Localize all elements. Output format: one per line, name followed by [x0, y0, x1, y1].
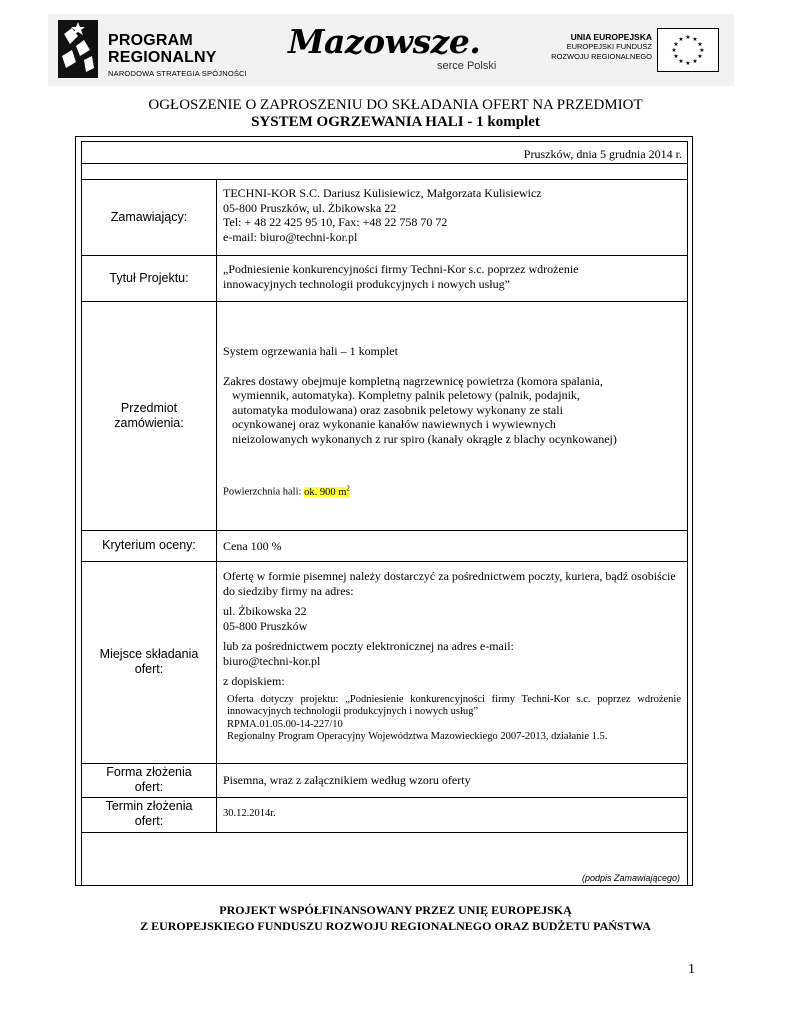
value-zamawiajacy: [223, 186, 683, 244]
hall-area-label: Powierzchnia hali:: [223, 486, 305, 498]
svg-text:★: ★: [678, 58, 684, 65]
label-zamawiajacy: Zamawiający:: [110, 209, 188, 224]
przedmiot-line: ocynkowanej oraz wykonanie kanałów nawiewnych i wywiewnych: [232, 417, 556, 431]
mazowsze-logo: Mazowsze.: [288, 22, 481, 61]
tytul-line: „Podniesienie konkurencyjności firmy Techni-Kor s.c. poprzez wdrożenie: [223, 262, 579, 276]
label-termin-zlozenia: [82, 797, 216, 831]
forma-label-text: Forma złożenia ofert:: [106, 764, 192, 794]
label-kryterium-oceny: Kryterium oceny:: [102, 538, 196, 552]
page-number: 1: [688, 962, 695, 977]
divider: [82, 163, 687, 164]
svg-text:★: ★: [671, 47, 677, 54]
svg-text:★: ★: [685, 34, 691, 41]
zamawiajacy-line: TECHNI-KOR S.C. Dariusz Kulisiewicz, Małgorzata Kulisiewicz: [223, 186, 542, 200]
miejsce-para: z dopiskiem:: [223, 674, 285, 688]
svg-text:★: ★: [678, 36, 684, 43]
eu-fund-text: [530, 32, 652, 62]
hall-area-unit-sup: 2: [346, 484, 350, 492]
svg-text:★: ★: [673, 41, 679, 48]
przedmiot-line: nieizolowanych wykonanych z rur spiro (kanały okrągłe z blachy ocynkowanej): [232, 431, 617, 446]
eu-line-3: ROZWOJU REGIONALNEGO: [551, 52, 652, 61]
svg-text:★: ★: [697, 41, 703, 48]
value-termin-zlozenia: 30.12.2014r.: [223, 808, 276, 819]
miejsce-note: Regionalny Program Operacyjny Województwa Mazowieckiego 2007-2013, działanie 1.5.: [227, 731, 608, 742]
przedmiot-label-text: Przedmiot zamówienia:: [114, 400, 184, 430]
value-miejsce-skladania: [223, 569, 681, 744]
program-line-2: REGIONALNY: [108, 49, 217, 66]
program-line-1: PROGRAM: [108, 32, 193, 49]
svg-text:★: ★: [685, 60, 691, 67]
label-przedmiot-zamowienia: [82, 301, 216, 530]
label-miejsce-skladania: [82, 561, 216, 763]
miejsce-para: Ofertę w formie pisemnej należy dostarczyć za pośrednictwem poczty, kuriera, bądź osobiście do siedziby firmy na adres:: [223, 569, 676, 598]
przedmiot-heading: System ogrzewania hali – 1 komplet: [223, 344, 398, 358]
miejsce-label-text: Miejsce składania ofert:: [99, 647, 199, 676]
termin-label-text: Termin złożenia ofert:: [105, 799, 193, 828]
program-subtitle: NARODOWA STRATEGIA SPÓJNOŚCI: [108, 69, 247, 78]
hall-area-number: ok. 900 m: [304, 486, 347, 498]
zamawiajacy-line: 05-800 Pruszków, ul. Żbikowska 22: [223, 200, 397, 215]
program-regionalny-title: [108, 32, 217, 66]
przedmiot-line: wymiennik, automatyka). Kompletny palnik peletowy (palnik, podajnik,: [232, 388, 580, 402]
value-forma-zlozenia: Pisemna, wraz z załącznikiem według wzoru oferty: [223, 773, 471, 787]
miejsce-note: Oferta dotyczy projektu: „Podniesienie konkurencyjności firmy Techni-Kor s.c. poprzez wdrożenie innowacyjnych technologii produkcyjnych i nowych usług”: [227, 693, 681, 717]
value-kryterium-oceny: Cena 100 %: [223, 539, 282, 553]
signature-caption: (podpis Zamawiającego): [581, 873, 680, 883]
document-title-line-2: SYSTEM OGRZEWANIA HALI - 1 komplet: [251, 114, 540, 130]
value-tytul-projektu: [223, 262, 683, 291]
miejsce-note: RPMA.01.05.00-14-227/10: [227, 718, 343, 730]
eu-line-1: UNIA EUROPEJSKA: [570, 32, 652, 42]
divider: [82, 832, 687, 833]
svg-text:★: ★: [673, 53, 679, 60]
footer-line-1: PROJEKT WSPÓŁFINANSOWANY PRZEZ UNIĘ EUROPEJSKĄ: [219, 903, 572, 917]
miejsce-address: ul. Żbikowska 22: [223, 604, 307, 618]
miejsce-email: biuro@techni-kor.pl: [223, 653, 321, 668]
svg-text:★: ★: [692, 36, 698, 43]
eu-flag-icon: [657, 28, 719, 72]
mazowsze-tagline: serce Polski: [437, 60, 497, 72]
svg-text:★: ★: [692, 58, 698, 65]
footer-line-2: Z EUROPEJSKIEGO FUNDUSZU ROZWOJU REGIONALNEGO ORAZ BUDŻETU PAŃSTWA: [140, 919, 651, 933]
przedmiot-line: Zakres dostawy obejmuje kompletną nagrzewnicę powietrza (komora spalania,: [223, 373, 603, 388]
miejsce-address: 05-800 Pruszków: [223, 618, 308, 633]
column-divider: [216, 179, 217, 832]
svg-text:★: ★: [699, 47, 705, 54]
hall-area-value: [304, 484, 350, 498]
przedmiot-line: automatyka modulowana) oraz zasobnik peletowy wykonany ze stali: [232, 402, 563, 417]
document-date: Pruszków, dnia 5 grudnia 2014 r.: [523, 147, 682, 161]
miejsce-para: lub za pośrednictwem poczty elektronicznej na adres e-mail:: [223, 639, 514, 653]
tytul-line: innowacyjnych technologii produkcyjnych i nowych usług”: [223, 276, 510, 291]
value-przedmiot-zamowienia: [223, 344, 683, 446]
zamawiajacy-line: Tel: + 48 22 425 95 10, Fax: +48 22 758 70 72: [223, 215, 448, 229]
program-regionalny-logo-icon: [58, 20, 98, 78]
label-forma-zlozenia: [82, 763, 216, 796]
svg-text:★: ★: [697, 53, 703, 60]
label-tytul-projektu: Tytuł Projektu:: [109, 270, 189, 285]
hall-area: [223, 482, 683, 499]
zamawiajacy-line: e-mail: biuro@techni-kor.pl: [223, 229, 358, 244]
document-title-line-1: OGŁOSZENIE O ZAPROSZENIU DO SKŁADANIA OFERT NA PRZEDMIOT: [148, 97, 643, 113]
eu-line-2: EUROPEJSKI FUNDUSZ: [566, 42, 652, 51]
